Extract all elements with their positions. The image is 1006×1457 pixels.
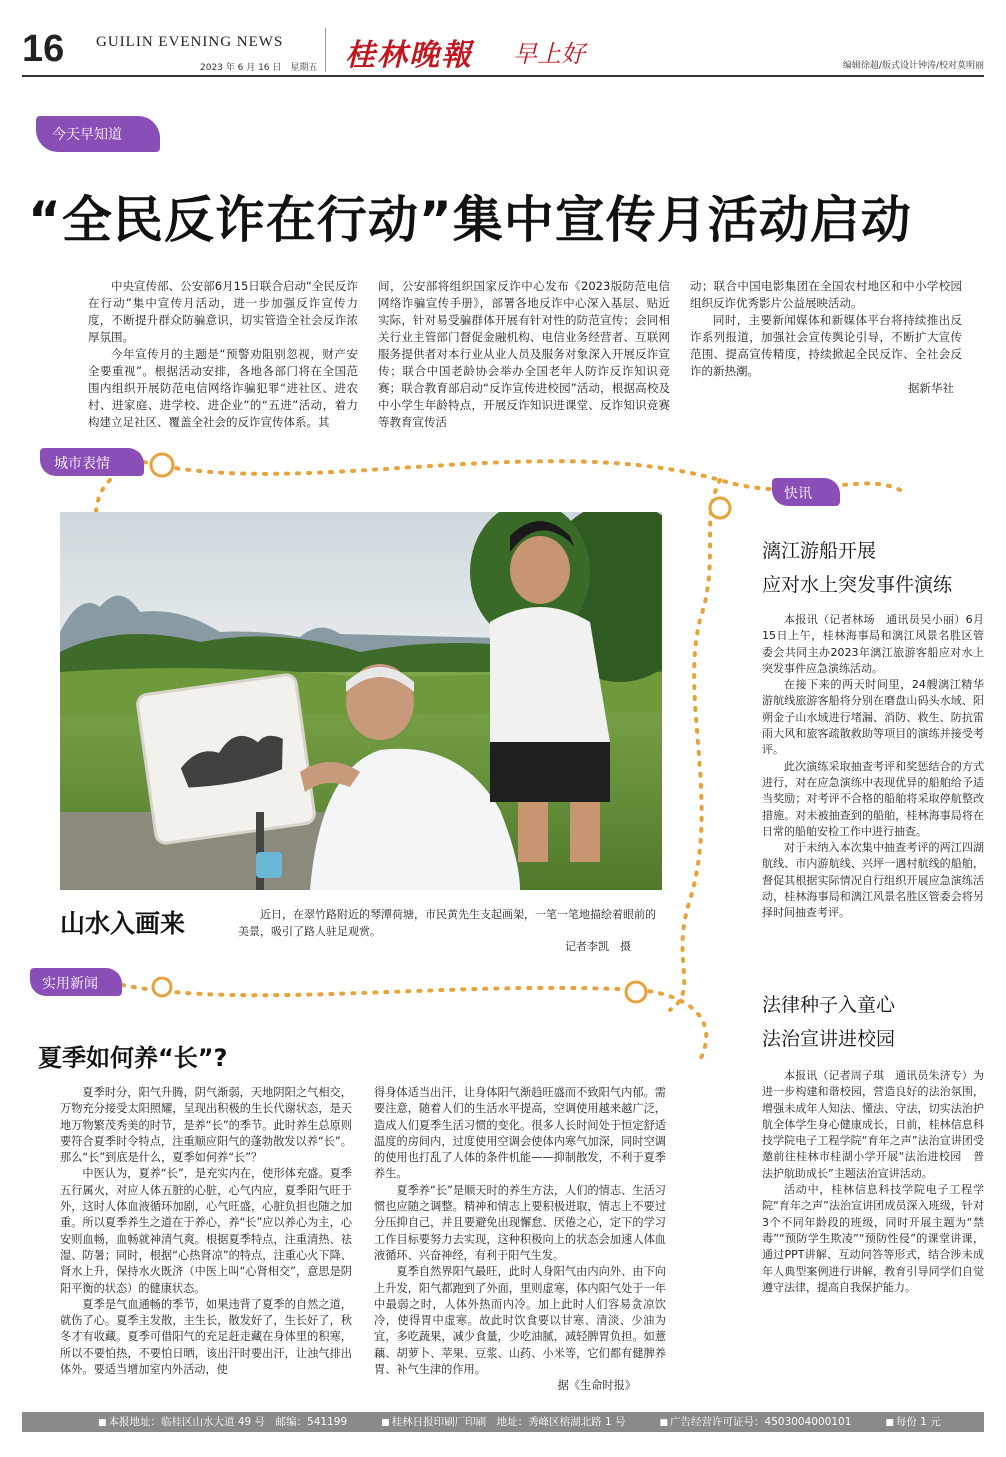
news1-headline-line: 漓江游船开展: [762, 540, 877, 562]
photo-caption: 近日，在翠竹路附近的琴潭荷塘，市民黄先生支起画架，一笔一笔地描绘着眼前的美景，吸引了路人驻足观赏。: [238, 908, 656, 938]
news-photo: [60, 512, 662, 890]
news2-headline-line: 法律种子入童心: [762, 994, 896, 1016]
newspaper-logo: 桂林晚報: [345, 38, 473, 73]
news2-headline-line: 法治宣讲进校园: [762, 1028, 896, 1050]
masthead-editors: 编辑徐超/版式设计钟涛/校对莫明丽: [842, 61, 984, 71]
lead-paragraph: 间，公安部将组织国家反诈中心发布《2023版防范电信网络诈骗宣传手册》，部署各地反诈中心深入基层、贴近实际，针对易受骗群体开展有针对性的防范宣传；会同相关行业主管部门督促金融机构、电信业务经营者、互联网服务提供者对本行业从业人员及服务对象深入开展反诈宣传；联合中国老龄协会举办全国老年人防诈反诈知识竞赛；联合教育部启动“反诈宣传进校园”活动，根据高校及中小学生年龄特点，开展反诈知识进课堂、反诈知识竞赛等教育宣传活: [378, 279, 670, 429]
health-paragraph: 夏季时分，阳气升腾，阴气渐弱，天地阴阳之气相交，万物充分接受太阳照耀，呈现出积极的生长代谢状态，是天地万物繁茂秀美的时节，是养“长”的季节。此时养生总原则要符合夏季时令特点，注重顺应阳气的蓬勃散发以养“长”。那么“长”到底是什么，夏季如何养“长”？: [60, 1086, 352, 1165]
news1-body: [762, 612, 984, 922]
lead-paragraph: 同时，主要新闻媒体和新媒体平台将持续推出反诈系列报道，加强社会宣传舆论引导，不断扩大宣传范围、提高宣传精度，持续掀起全民反诈、全社会反诈的新热潮。: [690, 313, 962, 378]
lead-paragraph: 今年宣传月的主题是“预警劝阻别忽视，财产安全要重视”。根据活动安排，各地各部门将在全国范围内组织开展防范电信网络诈骗犯罪“进社区、进农村、进家庭、进学校、进企业”的“五进”活动，着力构建立足社区、覆盖全社会的反诈宣传体系。其: [88, 347, 358, 429]
photo-credit: 记者李凯 摄: [565, 940, 631, 953]
health-paragraph: 夏季是气血通畅的季节，如果违背了夏季的自然之道，就伤了心。夏季主发散，主生长，散发好了，生长好了，秋冬才有收藏。夏季可借阳气的充足赶走藏在身体里的积寒，所以不要怕热，不要怕日晒，该出汗时要出汗，让浊气排出体外。要适当增加室内外活动，使: [60, 1297, 352, 1377]
footer-address: ■ 本报地址：临桂区山水大道 49 号 邮编：541199: [98, 1412, 347, 1432]
news2-paragraph: 本报讯（记者周子琪 通讯员朱济专）为进一步构建和谐校园，营造良好的法治氛围，增强未成年人知法、懂法、守法，切实法治护航全体学生身心健康成长，日前，桂林信息科技学院电子工程学院“育年之声”法治宣讲团受邀前往桂林市桂湖小学开展“法治进校园 普法护航助成长”主题法治宣讲活动。: [762, 1069, 984, 1180]
lead-column-1: [88, 278, 358, 431]
health-column-1: [60, 1085, 352, 1378]
masthead-rule: [22, 75, 984, 77]
lead-signature: 据新华社: [908, 381, 954, 395]
masthead-english-name: GUILIN EVENING NEWS: [96, 34, 284, 50]
news1-paragraph: 在接下来的两天时间里，24艘漓江精华游航线旅游客船将分别在磨盘山码头水域、阳朔金子山水域进行堵漏、消防、救生、防抗雷雨大风和旅客疏散救助等项目的演练并接受考评。: [762, 678, 984, 757]
news2-body: [762, 1068, 984, 1296]
section-tag-practical: 实用新闻: [30, 968, 122, 996]
lead-headline: “全民反诈在行动”集中宣传月活动启动: [28, 191, 912, 249]
masthead-divider: [325, 28, 326, 72]
health-signature: 据《生命时报》: [557, 1379, 636, 1393]
lead-column-3: [690, 278, 962, 397]
health-paragraph: 夏季自然界阳气最旺，此时人身阳气由内向外、由下向上升发，阳气都跑到了外面，里则虚寒，体内阳气处于一年中最弱之时，人体外热而内冷。加上此时人们容易贪凉饮冷，使得胃中虚寒。故此时饮食要以甘寒、清淡、少油为宜，多吃蔬果，减少食量，少吃油腻，减轻脾胃负担。如薏藕、胡萝卜、苹果、豆浆、山药、小米等，它们都有健脾养胃、补气生津的作用。: [374, 1265, 666, 1377]
section-tag-quick: 快讯: [772, 478, 840, 506]
section-tag-city: 城市表情: [40, 448, 144, 476]
masthead-slogan: 早上好: [513, 40, 585, 68]
photo-title: 山水入画来: [60, 909, 186, 938]
news1-paragraph: 本报讯（记者林场 通讯员吴小丽）6月15日上午，桂林海事局和漓江风景名胜区管委会共同主办2023年漓江旅游客船应对水上突发事件应急演练活动。: [762, 613, 984, 675]
news2-headline: [762, 988, 992, 1056]
lead-column-2: [378, 278, 670, 431]
news1-paragraph: 此次演练采取抽查考评和奖惩结合的方式进行，对在应急演练中表现优异的船舶给予适当奖励；对考评不合格的船舶将采取停航整改措施。对未被抽查到的船舶，桂林海事局将在日常的船舶安检工作中进行抽查。: [762, 759, 984, 838]
health-headline: 夏季如何养“长”?: [38, 1044, 228, 1072]
health-column-2: [374, 1085, 666, 1395]
page-number: 16: [22, 28, 65, 70]
lead-paragraph: 动；联合中国电影集团在全国农村地区和中小学校园组织反诈优秀影片公益展映活动。: [690, 279, 962, 310]
health-paragraph: 得身体适当出汗，让身体阳气渐趋旺盛而不致阳气内郁。需要注意，随着人们的生活水平提高，空调使用越来越广泛，造成人们夏季生活习惯的变化。很多人长时间处于恒定舒适温度的房间内，过度使用空调会使体内寒气加深，同时空调的使用也打乱了人体的条件机能——抑制散发，不利于夏季养生。: [374, 1086, 666, 1181]
lead-paragraph: 中央宣传部、公安部6月15日联合启动“全民反诈在行动”集中宣传月活动，进一步加强反诈宣传力度，不断提升群众防骗意识，切实管造全社会反诈浓厚氛围。: [88, 279, 358, 344]
news1-paragraph: 对于未纳入本次集中抽查考评的两江四湖航线、市内游航线、兴坪一遇村航线的船舶，督促其根据实际情况自行组织开展应急演练活动，桂林海事局和漓江风景名胜区管委会将另择时间抽查考评。: [762, 841, 984, 920]
news2-paragraph: 活动中，桂林信息科技学院电子工程学院“育年之声”法治宣讲团成员深入班级，针对3个不同年龄段的班级，同时开展主题为“禁毒”“预防学生欺凌”“预防性侵”的课堂讲课，通过PPT讲解、互动问答等形式，结合涉未成年人典型案例进行讲解，教育引导同学们自觉遵守法律，提高自我保护能力。: [762, 1183, 984, 1294]
health-paragraph: 夏季养“长”是顺天时的养生方法，人们的情志、生活习惯也应随之调整。精神和情志上要积极进取，情志上不要过分压抑自己，并且要避免出现懈怠、厌倦之心，定下的学习工作目标要努力去实现，这种积极向上的状态会加速人体血液循环、兴奋神经，有利于阳气生发。: [374, 1183, 666, 1262]
section-tag-today: 今天早知道: [36, 116, 160, 152]
news1-headline-line: 应对水上突发事件演练: [762, 574, 953, 596]
footer-license: ■ 广告经营许可证号：4503004000101: [660, 1412, 852, 1432]
footer-printer: ■ 桂林日报印刷厂印刷 地址：秀峰区榕湖北路 1 号: [381, 1412, 625, 1432]
masthead-date: 2023 年 6 月 16 日 星期五: [200, 63, 318, 73]
footer-price: ■ 每份 1 元: [885, 1412, 940, 1432]
news1-headline: [762, 534, 992, 602]
footer-bar: [22, 1412, 984, 1432]
health-paragraph: 中医认为，夏养“长”，是充实内在，使形体充盛。夏季五行属火，对应人体五脏的心脏，心气内应，夏季阳气旺于外，这时人体血液循环加剧，心气旺盛，心脏负担也随之加重。所以夏季养生之道在于养心，养“长”应以养心为主，心安则血畅，血畅就神清气爽。根据夏季特点，注重清热、祛湿、防暑；同时，根据“心热肾凉”的特点，注重心火下降、肾水上升，保持水火既济（中医上叫“心肾相交”，意思是阴阳平衡的状态）的健康状态。: [60, 1167, 352, 1295]
